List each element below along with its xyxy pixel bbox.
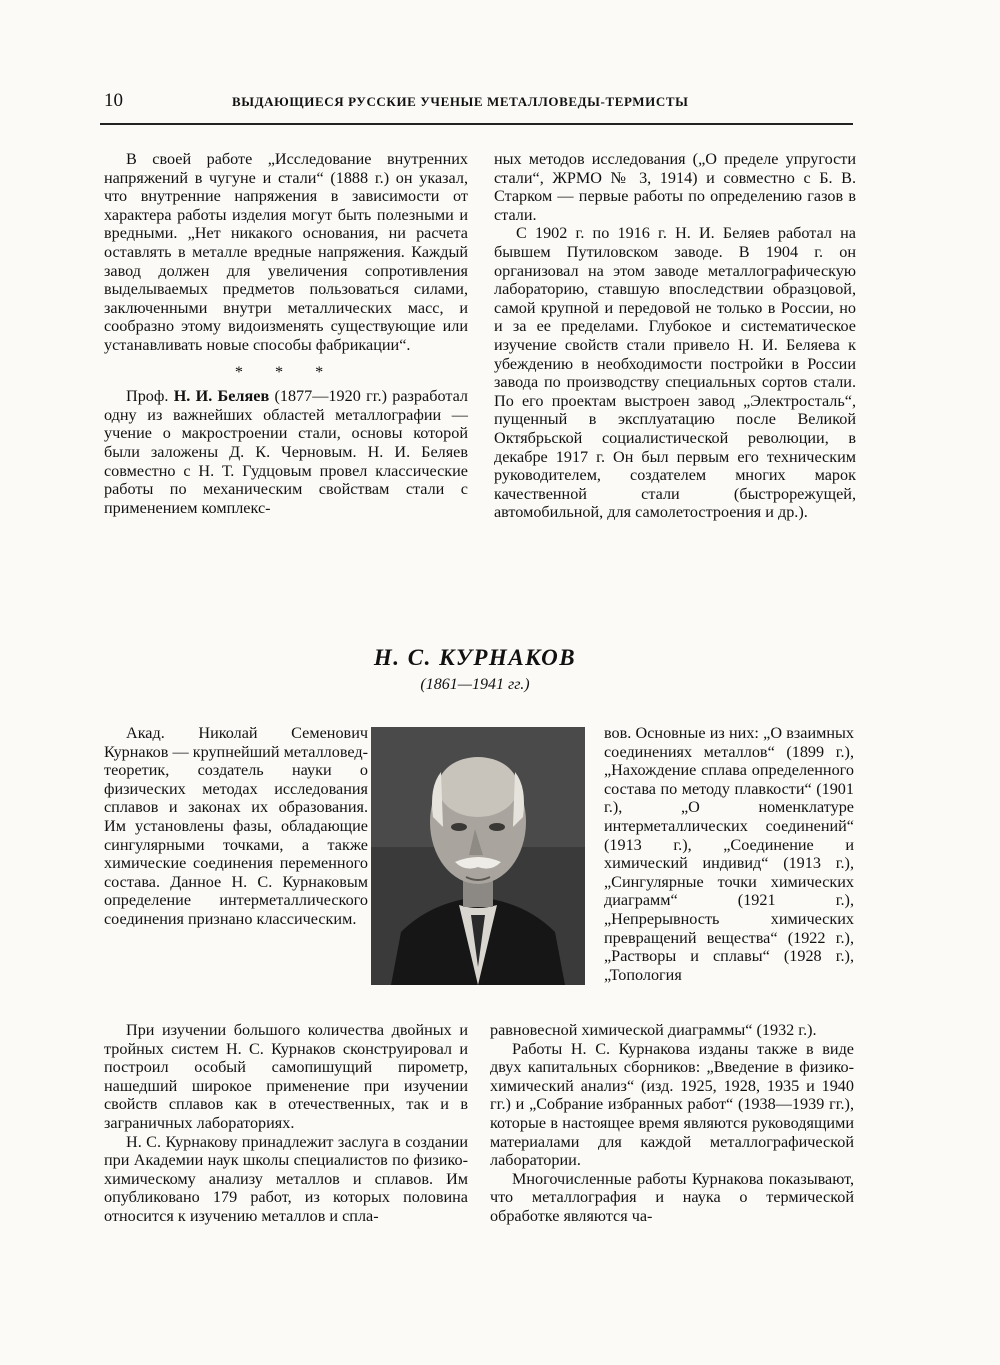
kurnakov-left-column	[104, 724, 368, 929]
paragraph-belyaev	[104, 387, 468, 517]
paragraph: В своей работе „Исследование внутренних напряжений в чугуне и стали“ (1888 г.) он указал, что внутренние напряжения в зависимости от характера работы изделия могут быть полезными и вредными. „Нет никакого основания, ни расчета оставлять в металле вредные напряжения. Каждый завод должен для увеличения сопротивления выделываемых предметов пользоваться силами, заключенными внутри металлических масс, и сообразно этому видоизменять существующие или устанавливать новые способы фабрикации“.	[104, 150, 468, 354]
paragraph: Акад. Николай Семенович Курнаков — крупнейший металловед-теоретик, создатель науки о физических методах исследования сплавов и законах их образования. Им установлены фазы, обладающие сингулярными точками, а также химические соединения переменного состава. Данное Н. С. Курнаковым определение интерметаллического соединения признано классическим.	[104, 724, 368, 928]
lead-word: Проф.	[126, 387, 169, 406]
top-left-column	[104, 150, 468, 517]
bottom-right-column	[490, 1021, 854, 1226]
section-dates: (1861—1941 гг.)	[420, 676, 530, 693]
paragraph: Многочисленные работы Курнакова показывают, что металлография и наука о термической обработке являются ча-	[490, 1169, 854, 1225]
paragraph: ных методов исследования („О пределе упругости стали“, ЖРМО № 3, 1914) и совместно с Б. В. Старком — первые работы по определению газов в стали.	[494, 150, 856, 224]
section-title: Н. С. КУРНАКОВ	[373, 645, 577, 670]
person-name: Н. И. Беляев	[173, 387, 270, 406]
paragraph: Работы Н. С. Курнакова изданы также в виде двух капитальных сборников: „Введение в физико-химический анализ“ (изд. 1925, 1928, 1935 и 1940 гг.) и „Собрание избранных работ“ (1938—1939 гг.), которые в настоящее время являются руководящими материалами для каждой металлографической лаборатории.	[490, 1039, 854, 1170]
portrait-photo	[371, 727, 585, 985]
paragraph: С 1902 г. по 1916 г. Н. И. Беляев работал на бывшем Путиловском заводе. В 1904 г. он организовал на этом заводе металлографическую лабораторию, ставшую впоследствии образцовой, самой крупной и передовой не только в России, но и за ее пределами. Глубокое и систематическое изучение свойств стали привело Н. И. Беляева к убеждению в необходимости постройки в России завода по производству специальных сортов стали. По его проектам выстроен завод „Электросталь“, пущенный в эксплуатацию после Великой Октябрьской социалистической революции, в декабре 1917 г. Он был первым его техническим руководителем, создателем многих марок качественной стали (быстрорежущей, автомобильной, для самолетостроения и др.).	[494, 224, 856, 522]
running-title: ВЫДАЮЩИЕСЯ РУССКИЕ УЧЕНЫЕ МЕТАЛЛОВЕДЫ-ТЕРМИСТЫ	[232, 94, 689, 109]
page-number: 10	[104, 90, 123, 111]
paragraph-text: (1877—1920 гг.) разработал одну из важнейших областей металлографии — учение о макростроении стали, основы которой были заложены Д. К. Черновым. Н. И. Беляев совместно с Н. Т. Гудцовым провел классические работы по механическим свойствам стали с применением комплекс-	[104, 387, 469, 517]
top-right-column	[494, 150, 856, 522]
header-rule	[100, 123, 853, 125]
paragraph: вов. Основные из них: „О взаимных соединениях металлов“ (1899 г.), „Нахождение сплава определенного состава по методу плавкости“ (1901 г.), „О номенклатуре интерметаллических соединений“ (1913 г.), „Соединение и химический индивид“ (1913 г.), „Сингулярные точки химических диаграмм“ (1921 г.), „Непрерывность химических превращений вещества“ (1922 г.), „Растворы и сплавы“ (1928 г.), „Топология	[604, 724, 854, 984]
paragraph: равновесной химической диаграммы“ (1932 г.).	[490, 1021, 817, 1039]
page-header	[104, 90, 852, 120]
section-separator: * * *	[234, 362, 338, 381]
paragraph: При изучении большого количества двойных и тройных систем Н. С. Курнаков сконструировал и построил особый самопишущий пирометр, нашедший широкое применение при изучении свойств сплавов как в отечественных, так и в заграничных лабораториях.	[104, 1021, 468, 1132]
bottom-left-column	[104, 1021, 468, 1226]
portrait-icon	[371, 727, 585, 985]
kurnakov-right-column	[604, 724, 854, 984]
paragraph: Н. С. Курнакову принадлежит заслуга в создании при Академии наук школы специалистов по физико-химическому анализу металлов и сплавов. Им опубликовано 179 работ, из которых половина относится к изучению металлов и спла-	[104, 1132, 468, 1225]
